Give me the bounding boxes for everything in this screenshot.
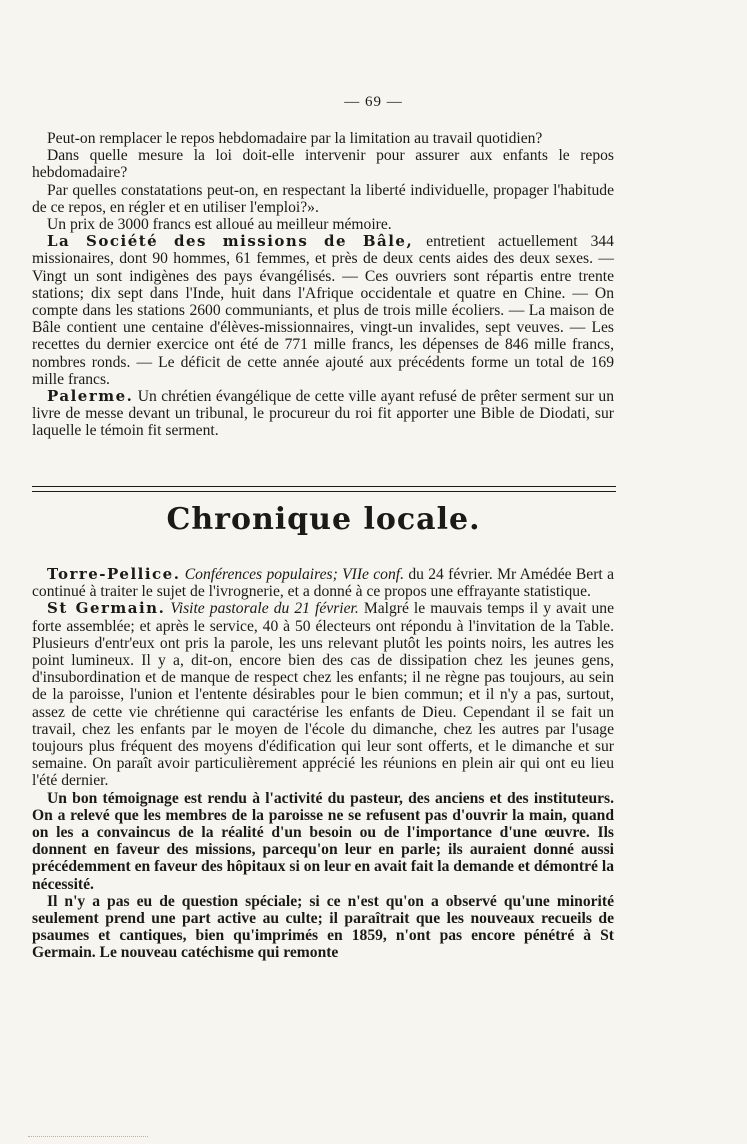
lower-text-block (32, 566, 614, 962)
paragraph-st-germain (32, 600, 614, 789)
paragraph-question-speciale: Il n'y a pas eu de question spéciale; si ce n'est qu'on a observé qu'une minorité seulement prend une part active au culte; il paraîtrait que les nouveaux recueils de psaumes et cantiques, bien qu'imprimés en 1859, n'ont pas encore pénétré à St Germain. Le nouveau catéchisme qui remonte (32, 892, 614, 962)
lead-torre-pellice: Torre-Pellice. (47, 565, 181, 583)
lead-st-germain: St Germain. (47, 599, 166, 618)
paragraph-temoignage: Un bon témoignage est rendu à l'activité du pasteur, des anciens et des instituteurs. On a relevé que les membres de la paroisse ne se refusent pas d'ouvrir la main, quand on les a convaincus de la réalité d'un besoin ou de l'importance d'une œuvre. Ils donnent en faveur des missions, parcequ'on leur en parle; ils auraient donné aussi précédemment en faveur des hôpitaux si on leur en avait fait la demande et démontré la nécessité. (32, 789, 614, 893)
body-st-germain: Malgré le mauvais temps il y avait une forte assemblée; et après le service, 40 à 50 électeurs ont répondu à l'invitation de la Table. Plusieurs d'entr'eux ont pris la parole, les uns relevant plutôt les points noirs, les autres les point lumineux. Il y a, dit-on, encore bien des cas de dissipation chez les jeunes gens, d'insubordination et de manque de respect chez les enfants; il ne règne pas toujours, au sein de la paroisse, l'union et l'entente désirables pour le bien commun; et il n'y a pas, surtout, assez de cette vie chrétienne qui caractérise les enfants de Dieu. Cependant il se fait un travail, chez les enfants par le moyen de l'école du dimanche, chez les autres par l'usage toujours plus fréquent des moyens d'édification qui leur sont offerts, et le dimanche et sur semaine. On paraît avoir particulièrement apprécié les réunions en plein air qui ont eu lieu l'été dernier. (32, 600, 614, 790)
italic-visite-pastorale: Visite pastorale du 21 février. (165, 600, 359, 618)
paragraph-prix: Un prix de 3000 francs est alloué au meilleur mémoire. (47, 216, 392, 234)
lead-societe-missions: La Société des missions de Bâle, (47, 232, 414, 251)
upper-text-block (32, 130, 614, 440)
section-heading: Chronique locale. (166, 502, 481, 537)
paragraph-loi-enfants: Dans quelle mesure la loi doit-elle intervenir pour assurer aux enfants le repos hebdomadaire? (32, 147, 614, 182)
body-torre-pellice: du 24 février. Mr Amédée Bert a continué à traiter le sujet de l'ivrognerie, et a donné à ce propos une effrayante statistique. (32, 566, 614, 601)
italic-conferences: Conférences populaires; VIIe conf. (180, 566, 405, 583)
body-societe-missions: entretient actuellement 344 missionaires, dont 90 hommes, 61 femmes, et près de deux cents aides des deux sexes. — Vingt un sont indigènes des pays évangélisés. — Ces ouvriers sont répartis entre trente stations; dix sept dans l'Inde, huit dans l'Afrique occidentale et quatre en Chine. — On compte dans les stations 2600 communiants, et plus de trois mille écoliers. — La maison de Bâle contient une centaine d'élèves-missionnaires, vingt-un invalides, sept veuves. — Les recettes du dernier exercice ont été de 771 mille francs, les dépenses de 846 mille francs, nombres ronds. — Le déficit de cette année ajouté aux précédents forme un total de 169 mille francs. (32, 233, 614, 388)
paragraph-torre-pellice (32, 566, 614, 600)
body-palerme: Un chrétien évangélique de cette ville ayant refusé de prêter serment sur un livre de messe devant un tribunal, le procureur du roi fit apporter une Bible de Diodati, sur laquelle le témoin fit serment. (32, 388, 614, 440)
page-number: — 69 — (344, 94, 403, 110)
paragraph-societe-missions-bale (32, 233, 614, 388)
double-rule-top (32, 486, 616, 487)
paragraph-constatations: Par quelles constatations peut-on, en respectant la liberté individuelle, propager l'habitude de ce repos, en régler et en utiliser l'emploi?». (32, 181, 614, 216)
bottom-edge-mark (28, 1136, 148, 1137)
paragraph-palerme (32, 388, 614, 440)
paragraph-repos-hebdomadaire: Peut-on remplacer le repos hebdomadaire par la limitation au travail quotidien? (47, 130, 543, 147)
double-rule-bottom (32, 491, 616, 492)
lead-palerme: Palerme. (47, 387, 134, 406)
